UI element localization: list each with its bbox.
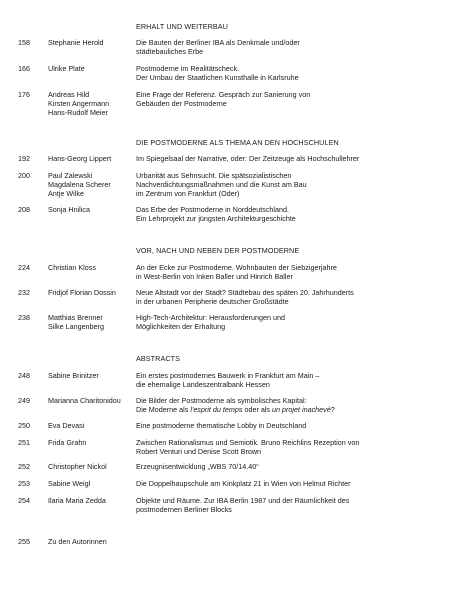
entry-title: Die Bauten der Berliner IBA als Denkmale und/oder städtebauliches Erbe	[136, 38, 300, 56]
section-heading: ERHALT UND WEITERBAU	[136, 22, 228, 31]
entry-title: Objekte und Räume. Zur IBA Berlin 1987 und der Räumlichkeit des postmodernen Berliner Blocks	[136, 496, 350, 514]
author-name: Fridjof Florian Dossin	[48, 288, 116, 297]
author-name: Matthias Brenner Silke Langenberg	[48, 313, 104, 331]
author-name: Zu den Autorinnen	[48, 537, 107, 546]
entry-title: Postmoderne im Realitätscheck. Der Umbau der Staatlichen Kunsthalle in Karlsruhe	[136, 64, 299, 82]
page-number: 248	[18, 371, 30, 380]
author-name: Ulrike Plate	[48, 64, 85, 73]
author-name: Sabine Brinitzer	[48, 371, 99, 380]
page-number: 224	[18, 263, 30, 272]
entry-title: High-Tech-Architektur: Herausforderungen und Möglichkeiten der Erhaltung	[136, 313, 286, 331]
entry-title: Neue Altstadt vor der Stadt? Städtebau des späten 20. Jahrhunderts in der urbanen Peripherie deutscher Großstädte	[136, 288, 354, 306]
author-name: Sabine Weigl	[48, 479, 91, 488]
page-number: 176	[18, 90, 30, 99]
section-heading: DIE POSTMODERNE ALS THEMA AN DEN HOCHSCHULEN	[136, 138, 339, 147]
page-number: 253	[18, 479, 30, 488]
author-name: Sonja Hnilica	[48, 205, 90, 214]
page-number: 158	[18, 38, 30, 47]
page-number: 166	[18, 64, 30, 73]
entry-title: Urbanität aus Sehnsucht. Die spätsozialistischen Nachverdichtungsmaßnahmen und die Kunst am Bau im Zentrum von Frankfurt (Oder)	[136, 171, 307, 198]
entry-title: Die Doppelhaupschule am Kinkplatz 21 in Wien von Helmut Richter	[136, 479, 351, 488]
author-name: Hans-Georg Lippert	[48, 154, 112, 163]
author-name: Christian Kloss	[48, 263, 96, 272]
entry-title: Die Bilder der Postmoderne als symbolisches Kapital: Die Moderne als l'esprit du temps oder als un projet inachevé?	[136, 396, 335, 414]
page-number: 232	[18, 288, 30, 297]
section-heading: ABSTRACTS	[136, 354, 181, 363]
entry-title: Erzeugnisentwicklung „WBS 70/14.40“	[136, 462, 259, 471]
author-name: Paul Zalewski Magdalena Scherer Antje Wilke	[48, 171, 111, 198]
entry-title: Eine Frage der Referenz. Gespräch zur Sanierung von Gebäuden der Postmoderne	[136, 90, 311, 108]
author-name: Eva Devasi	[48, 421, 85, 430]
author-name: Ilaria Maria Zedda	[48, 496, 106, 505]
page-number: 192	[18, 154, 30, 163]
page-number: 255	[18, 537, 30, 546]
entry-title: Ein erstes postmodernes Bauwerk in Frankfurt am Main – die ehemalige Landeszentralbank Hessen	[136, 371, 320, 389]
page-number: 250	[18, 421, 30, 430]
page-number: 251	[18, 438, 30, 447]
page-number: 238	[18, 313, 30, 322]
page-number: 254	[18, 496, 30, 505]
author-name: Stephanie Herold	[48, 38, 104, 47]
entry-title: Zwischen Rationalismus und Semiotik. Bruno Reichlins Rezeption von Robert Venturi und Denise Scott Brown	[136, 438, 360, 456]
page-number: 249	[18, 396, 30, 405]
page-number: 208	[18, 205, 30, 214]
entry-title: Im Spiegelsaal der Narrative, oder: Der Zeitzeuge als Hochschullehrer	[136, 154, 360, 163]
author-name: Christopher Nickol	[48, 462, 107, 471]
entry-title: Das Erbe der Postmoderne in Norddeutschland. Ein Lehrprojekt zur jüngsten Architekturgeschichte	[136, 205, 296, 223]
author-name: Andreas Hild Kirsten Angermann Hans-Rudolf Meier	[48, 90, 110, 117]
page-number: 200	[18, 171, 30, 180]
entry-title: Eine postmoderne thematische Lobby in Deutschland	[136, 421, 307, 430]
section-heading: VOR, NACH UND NEBEN DER POSTMODERNE	[136, 246, 300, 255]
entry-title: An der Ecke zur Postmoderne. Wohnbauten der Siebzigerjahre in West-Berlin von Inken Baller und Hinrich Baller	[136, 263, 337, 281]
author-name: Marianna Charitonidou	[48, 396, 121, 405]
author-name: Frida Grahn	[48, 438, 87, 447]
page-number: 252	[18, 462, 30, 471]
